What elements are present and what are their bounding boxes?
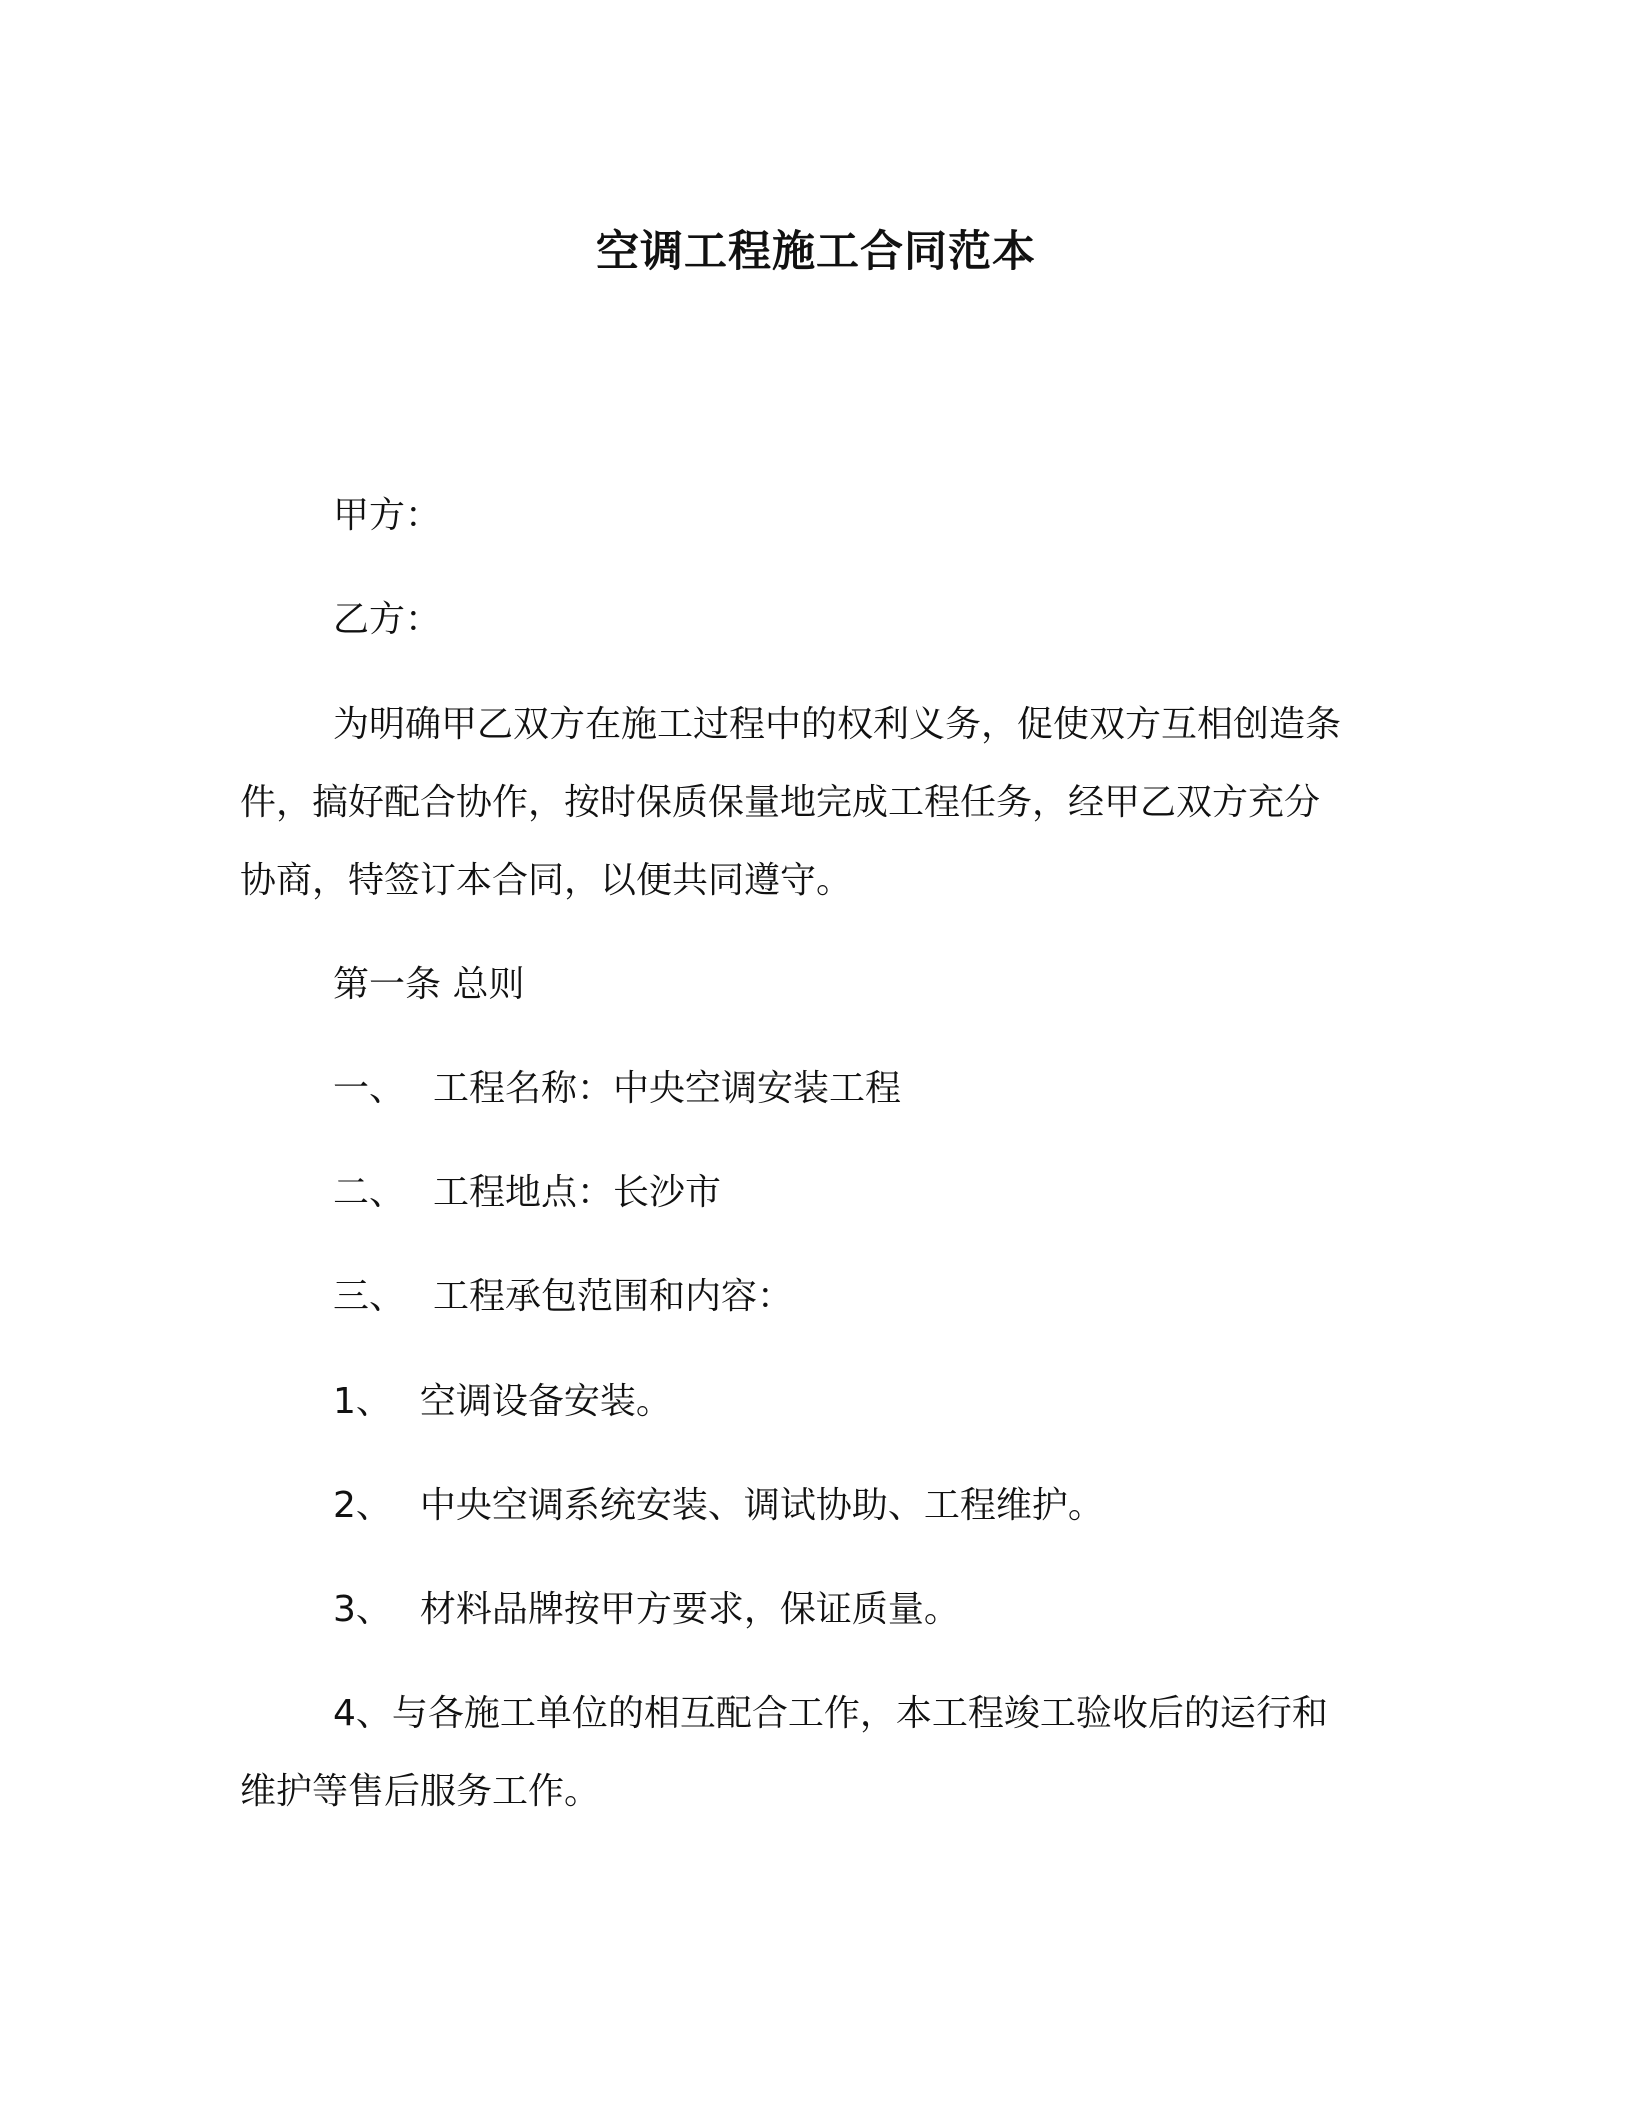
sub-list-item [333,1484,1104,1528]
list-item-text: 工程名称：中央空调安装工程 [433,1068,902,1109]
sub-list-item [333,1380,672,1424]
sub-list-item-text: 空调设备安装。 [419,1381,672,1422]
list-item [333,1275,793,1319]
sub-list-item-text: 中央空调系统安装、调试协助、工程维护。 [419,1485,1104,1526]
list-item-marker: 一、 [333,1068,406,1109]
article-1-heading: 第一条 总则 [333,964,525,1005]
intro-paragraph-line-1: 为明确甲乙双方在施工过程中的权利义务，促使双方互相创造条 [333,704,1342,745]
sub-list-item-marker: 2、 [333,1485,392,1526]
sub-list-item-marker: 1、 [333,1381,392,1422]
sub-list-item-text: 材料品牌按甲方要求，保证质量。 [419,1589,960,1630]
list-item-marker: 三、 [333,1276,406,1317]
party-a-label: 甲方： [333,495,442,536]
list-item [333,1067,901,1111]
intro-paragraph-line-2: 件，搞好配合协作，按时保质保量地完成工程任务，经甲乙双方充分 [240,782,1321,823]
list-item-marker: 二、 [333,1172,406,1213]
document-title: 空调工程施工合同范本 [596,227,1036,277]
list-item-text: 工程承包范围和内容： [433,1276,794,1317]
sub-list-item-4-line-2: 维护等售后服务工作。 [240,1771,601,1812]
sub-list-item-marker: 3、 [333,1589,392,1630]
list-item [333,1171,721,1215]
list-item-text: 工程地点：长沙市 [433,1172,722,1213]
intro-paragraph-line-3: 协商，特签订本合同，以便共同遵守。 [240,860,853,901]
party-b-label: 乙方： [333,599,442,640]
sub-list-item-4-line-1: 4、与各施工单位的相互配合工作，本工程竣工验收后的运行和 [333,1693,1328,1734]
sub-list-item [333,1588,960,1632]
